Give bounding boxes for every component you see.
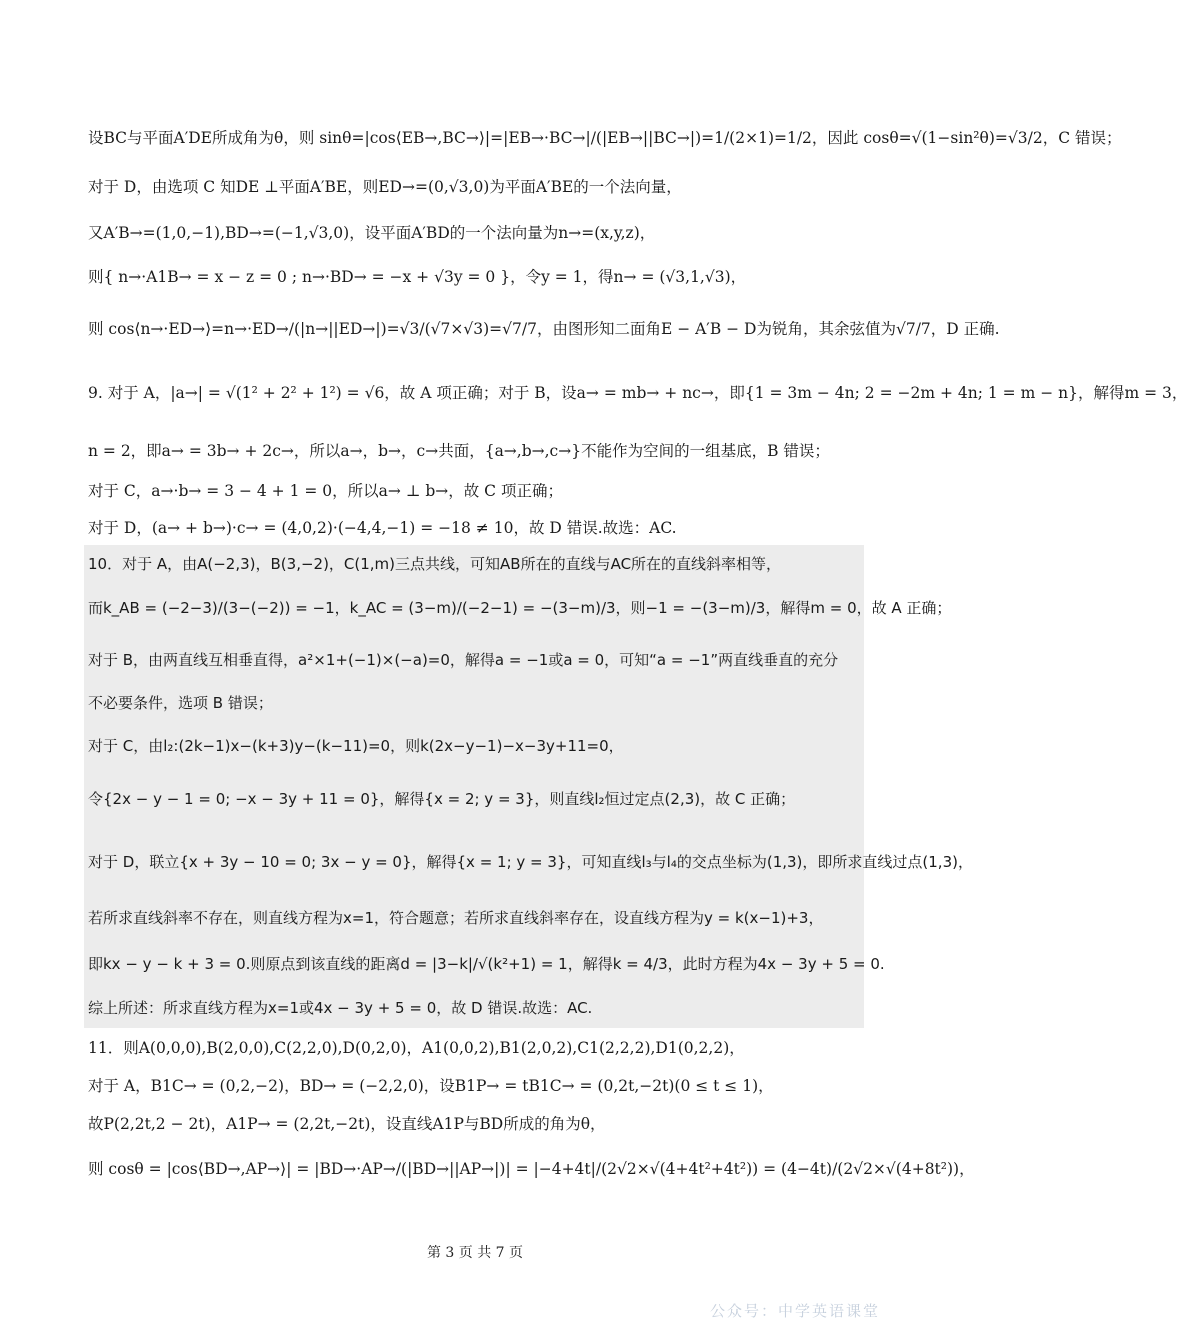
watermark: 公众号：中学英语课堂 bbox=[709, 1302, 880, 1320]
text-line: 对于 D，联立{x + 3y − 10 = 0; 3x − y = 0}，解得{x = 1; y = 3}，可知直线l₃与l₄的交点坐标为(1,3)，即所求直线过点(1,3)， bbox=[88, 853, 973, 871]
text-line: 又A′B→=(1,0,−1),BD→=(−1,√3,0)，设平面A′BD的一个法向量为n→=(x,y,z)， bbox=[88, 224, 656, 242]
text-line: 对于 C，由l₂:(2k−1)x−(k+3)y−(k−11)=0，则k(2x−y−1)−x−3y+11=0， bbox=[88, 737, 624, 755]
text-line: 对于 C，a→·b→ = 3 − 4 + 1 = 0，所以a→ ⊥ b→，故 C 项正确； bbox=[88, 482, 563, 500]
text-line: 则 cosθ = |cos⟨BD→,AP→⟩| = |BD→·AP→/(|BD→||AP→|)| = |−4+4t|/(2√2×√(4+4t²+4t²)) = (4−4t)/(2√2×√(4+8t²))， bbox=[88, 1160, 975, 1178]
text-line: 对于 A，B1C→ = (0,2,−2)，BD→ = (−2,2,0)，设B1P→ = tB1C→ = (0,2t,−2t)(0 ≤ t ≤ 1)， bbox=[88, 1077, 774, 1095]
text-line: 10．对于 A，由A(−2,3)，B(3,−2)，C(1,m)三点共线，可知AB所在的直线与AC所在的直线斜率相等， bbox=[88, 555, 782, 573]
text-line: 故P(2,2t,2 − 2t)，A1P→ = (2,2t,−2t)，设直线A1P与BD所成的角为θ， bbox=[88, 1115, 606, 1133]
text-line: 即kx − y − k + 3 = 0.则原点到该直线的距离d = |3−k|/√(k²+1) = 1，解得k = 4/3，此时方程为4x − 3y + 5 = 0. bbox=[88, 955, 885, 973]
page-footer: 第 3 页 共 7 页 bbox=[426, 1245, 524, 1261]
text-line: 而k_AB = (−2−3)/(3−(−2)) = −1，k_AC = (3−m)/(−2−1) = −(3−m)/3，则−1 = −(3−m)/3，解得m = 0，故 A 正确； bbox=[88, 599, 952, 617]
text-line: 9. 对于 A，|a→| = √(1² + 2² + 1²) = √6，故 A 项正确；对于 B，设a→ = mb→ + nc→，即{1 = 3m − 4n; 2 = −2m + 4n; 1 = m − n}，解得m = 3， bbox=[88, 384, 1187, 402]
text-line: 不必要条件，选项 B 错误； bbox=[88, 694, 273, 712]
text-line: 对于 D，由选项 C 知DE ⊥平面A′BE，则ED→=(0,√3,0)为平面A′BE的一个法向量， bbox=[88, 178, 682, 196]
text-line: 则 cos⟨n→·ED→⟩=n→·ED→/(|n→||ED→|)=√3/(√7×√3)=√7/7，由图形知二面角E − A′B − D为锐角，其余弦值为√7/7，D 正确. bbox=[88, 320, 1000, 338]
text-line: 对于 D，(a→ + b→)·c→ = (4,0,2)·(−4,4,−1) = −18 ≠ 10，故 D 错误.故选：AC. bbox=[88, 519, 677, 537]
text-line: 综上所述：所求直线方程为x=1或4x − 3y + 5 = 0，故 D 错误.故选：AC. bbox=[88, 999, 593, 1017]
text-line: n = 2，即a→ = 3b→ + 2c→，所以a→，b→，c→共面，{a→,b→,c→}不能作为空间的一组基底，B 错误； bbox=[88, 442, 830, 460]
text-line: 对于 B，由两直线互相垂直得，a²×1+(−1)×(−a)=0，解得a = −1或a = 0，可知“a = −1”两直线垂直的充分 bbox=[88, 651, 839, 669]
text-line: 若所求直线斜率不存在，则直线方程为x=1，符合题意；若所求直线斜率存在，设直线方程为y = k(x−1)+3， bbox=[88, 909, 824, 927]
text-line: 11．则A(0,0,0),B(2,0,0),C(2,2,0),D(0,2,0)，A1(0,0,2),B1(2,0,2),C1(2,2,2),D1(0,2,2)， bbox=[88, 1039, 745, 1057]
text-line: 则{ n→·A1B→ = x − z = 0 ; n→·BD→ = −x + √3y = 0 }，令y = 1，得n→ = (√3,1,√3)， bbox=[88, 268, 747, 286]
text-line: 令{2x − y − 1 = 0; −x − 3y + 11 = 0}，解得{x = 2; y = 3}，则直线l₂恒过定点(2,3)，故 C 正确； bbox=[88, 790, 796, 808]
text-line: 设BC与平面A′DE所成角为θ，则 sinθ=|cos⟨EB→,BC→⟩|=|EB→·BC→|/(|EB→||BC→|)=1/(2×1)=1/2，因此 cosθ=√(1−sin²θ)=√3/2，C 错误； bbox=[88, 129, 1122, 147]
